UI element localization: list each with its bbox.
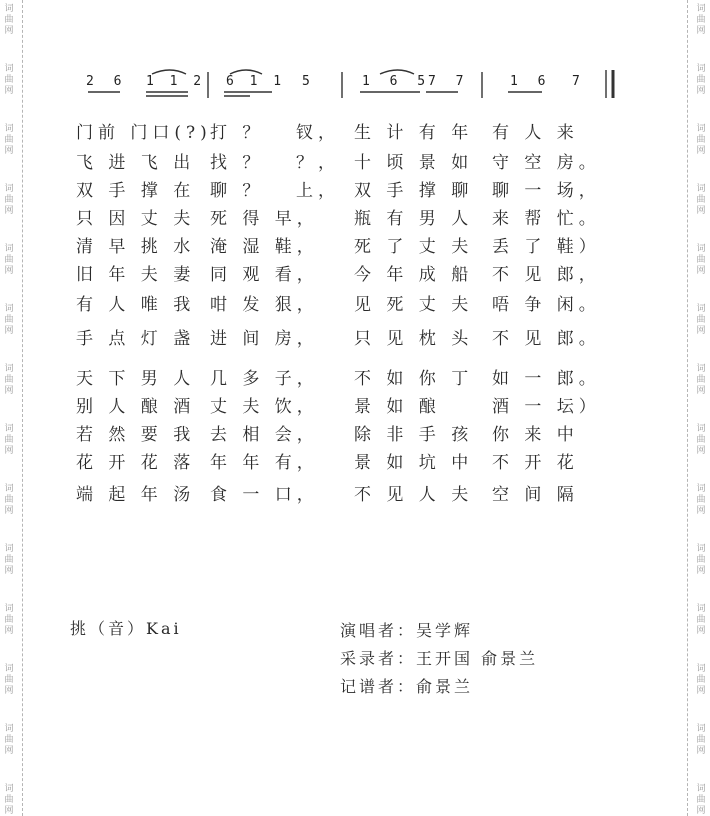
lyric-phrase: 清 早 挑 水 (76, 237, 196, 257)
watermark-char: 词 (696, 724, 706, 734)
lyric-phrase: 聊 ？ (210, 181, 265, 201)
watermark-char: 曲 (696, 795, 706, 805)
watermark-char: 词 (4, 604, 14, 614)
watermark-char: 网 (696, 626, 706, 636)
watermark-char: 词 (696, 4, 706, 14)
watermark-char: 网 (4, 506, 14, 516)
watermark-char: 词 (696, 544, 706, 554)
watermark-char: 词 (4, 724, 14, 734)
lyric-phrase: 不 如 你 丁 (354, 369, 474, 389)
lyric-phrase: 不 见 人 夫 (354, 485, 474, 505)
watermark-char: 词 (696, 184, 706, 194)
watermark-char: 词 (4, 364, 14, 374)
watermark-char: 词 (696, 124, 706, 134)
lyric-phrase: 去 相 会， (210, 425, 319, 445)
notation-group: 1 1 2 (146, 74, 206, 89)
collector-credit: 采录者：王开国 俞景兰 (340, 649, 539, 668)
watermark-char: 网 (696, 566, 706, 576)
watermark-char: 网 (696, 446, 706, 456)
lyric-phrase: 找 ？ (210, 153, 265, 173)
lyric-phrase: 不 见 郎， (492, 265, 601, 285)
watermark-char: 网 (4, 26, 14, 36)
lyric-phrase: 死 了 丈 夫 (354, 237, 474, 257)
watermark-char: 网 (4, 806, 14, 816)
lyric-phrase: 唔 争 闲。 (492, 295, 601, 315)
watermark-char: 词 (4, 64, 14, 74)
lyric-phrase: 食 一 口， (210, 485, 319, 505)
notation-group: 1 6 5 (362, 74, 432, 89)
lyric-phrase: 双 手 撑 在 (76, 181, 196, 201)
lyric-phrase: 打 ？ (210, 123, 265, 143)
lyric-phrase: 除 非 手 孩 (354, 425, 474, 445)
watermark-char: 网 (4, 746, 14, 756)
watermark-char: 网 (4, 86, 14, 96)
watermark-char: 曲 (696, 735, 706, 745)
lyric-phrase: 聊 一 场， (492, 181, 601, 201)
watermark-char: 网 (4, 206, 14, 216)
watermark-char: 曲 (696, 195, 706, 205)
lyric-phrase: 今 年 成 船 (354, 265, 474, 285)
lyric-phrase: 不 开 花 (492, 453, 579, 473)
watermark-char: 曲 (696, 435, 706, 445)
lyric-phrase: 不 见 郎。 (492, 329, 601, 349)
watermark-char: 网 (4, 326, 14, 336)
watermark-char: 网 (4, 446, 14, 456)
lyric-phrase: 你 来 中 (492, 425, 579, 445)
lyric-phrase: 生 计 有 年 (354, 123, 474, 143)
pronunciation-note: 挑（音）Kai (70, 619, 182, 638)
watermark-char: 网 (696, 806, 706, 816)
watermark-char: 曲 (4, 255, 14, 265)
watermark-char: 网 (4, 386, 14, 396)
lyric-phrase: 瓶 有 男 人 (354, 209, 474, 229)
lyric-phrase: 门前 门口(?) (76, 123, 212, 143)
watermark-char: 曲 (696, 375, 706, 385)
watermark-char: 曲 (696, 75, 706, 85)
watermark-char: 曲 (4, 375, 14, 385)
lyric-phrase: 十 顷 景 如 (354, 153, 474, 173)
lyric-phrase: 端 起 年 汤 (76, 485, 196, 505)
singer-credit: 演唱者：吴学辉 (340, 621, 474, 640)
watermark-char: 曲 (4, 15, 14, 25)
lyric-phrase: 死 得 早， (210, 209, 319, 229)
watermark-char: 词 (696, 784, 706, 794)
notation-group: 1 6 (510, 74, 552, 89)
watermark-char: 词 (696, 364, 706, 374)
watermark-char: 网 (696, 146, 706, 156)
lyric-phrase: 花 开 花 落 (76, 453, 196, 473)
watermark-char: 曲 (696, 135, 706, 145)
watermark-char: 词 (696, 664, 706, 674)
lyric-phrase: 只 因 丈 夫 (76, 209, 196, 229)
watermark-char: 词 (4, 184, 14, 194)
watermark-char: 词 (4, 664, 14, 674)
lyric-phrase: 丢 了 鞋） (492, 237, 601, 257)
lyric-phrase: 别 人 酿 酒 (76, 397, 196, 417)
watermark-char: 词 (696, 304, 706, 314)
lyric-phrase: 有 人 唯 我 (76, 295, 196, 315)
lyric-phrase: 几 多 子， (210, 369, 319, 389)
notation-group: 6 1 1 (226, 74, 286, 89)
lyric-phrase: 丈 夫 饮， (210, 397, 319, 417)
lyric-phrase: 景 如 坑 中 (354, 453, 474, 473)
watermark-char: 词 (696, 604, 706, 614)
watermark-char: 曲 (4, 75, 14, 85)
watermark-char: 词 (696, 64, 706, 74)
notation-group: 7 7 (428, 74, 470, 89)
watermark-char: 曲 (4, 315, 14, 325)
lyric-phrase: 景 如 酿 (354, 397, 441, 417)
lyric-phrase: 空 间 隔 (492, 485, 579, 505)
lyric-phrase: 见 死 丈 夫 (354, 295, 474, 315)
watermark-char: 网 (4, 566, 14, 576)
lyric-phrase: 年 年 有， (210, 453, 319, 473)
lyric-phrase: 上， (296, 181, 340, 201)
watermark-char: 曲 (696, 495, 706, 505)
lyric-phrase: 咁 发 狠， (210, 295, 319, 315)
watermark-char: 网 (696, 686, 706, 696)
watermark-char: 曲 (696, 315, 706, 325)
lyric-phrase: ？， (296, 153, 340, 173)
watermark-char: 网 (696, 506, 706, 516)
watermark-char: 网 (696, 86, 706, 96)
watermark-char: 网 (4, 626, 14, 636)
watermark-char: 网 (696, 386, 706, 396)
watermark-char: 网 (696, 26, 706, 36)
watermark-char: 网 (4, 266, 14, 276)
notation-group: 7 (572, 74, 580, 89)
watermark-char: 网 (696, 266, 706, 276)
lyric-phrase: 守 空 房。 (492, 153, 601, 173)
lyric-phrase: 如 一 郎。 (492, 369, 601, 389)
watermark-char: 曲 (696, 555, 706, 565)
watermark-char: 网 (696, 746, 706, 756)
lyric-phrase: 淹 湿 鞋， (210, 237, 319, 257)
lyric-phrase: 进 间 房， (210, 329, 319, 349)
watermark-char: 曲 (696, 255, 706, 265)
watermark-char: 词 (696, 484, 706, 494)
watermark-char: 词 (4, 124, 14, 134)
lyric-phrase: 来 帮 忙。 (492, 209, 601, 229)
watermark-char: 曲 (4, 615, 14, 625)
lyric-phrase: 只 见 枕 头 (354, 329, 474, 349)
watermark-char: 词 (4, 484, 14, 494)
watermark-char: 曲 (4, 495, 14, 505)
watermark-char: 曲 (4, 135, 14, 145)
lyric-phrase: 钗， (296, 123, 340, 143)
watermark-char: 词 (4, 784, 14, 794)
lyric-phrase: 酒 一 坛） (492, 397, 601, 417)
watermark-char: 词 (4, 304, 14, 314)
watermark-char: 曲 (696, 675, 706, 685)
notation-group: 2 6 (86, 74, 128, 89)
watermark-char: 曲 (4, 735, 14, 745)
watermark-char: 网 (696, 326, 706, 336)
lyric-phrase: 天 下 男 人 (76, 369, 196, 389)
transcriber-credit: 记谱者：俞景兰 (340, 677, 474, 696)
lyric-phrase: 手 点 灯 盏 (76, 329, 196, 349)
lyric-phrase: 飞 进 飞 出 (76, 153, 196, 173)
watermark-char: 词 (696, 244, 706, 254)
lyric-phrase: 同 观 看， (210, 265, 319, 285)
watermark-char: 词 (4, 424, 14, 434)
watermark-char: 词 (4, 544, 14, 554)
watermark-char: 词 (696, 424, 706, 434)
notation-group: 5 (302, 74, 310, 89)
watermark-char: 词 (4, 4, 14, 14)
watermark-char: 曲 (4, 675, 14, 685)
watermark-char: 曲 (4, 795, 14, 805)
watermark-char: 网 (696, 206, 706, 216)
watermark-char: 曲 (4, 555, 14, 565)
watermark-char: 网 (4, 146, 14, 156)
lyric-phrase: 旧 年 夫 妻 (76, 265, 196, 285)
watermark-char: 网 (4, 686, 14, 696)
watermark-char: 曲 (4, 435, 14, 445)
watermark-char: 曲 (696, 615, 706, 625)
watermark-char: 词 (4, 244, 14, 254)
watermark-char: 曲 (696, 15, 706, 25)
lyric-phrase: 若 然 要 我 (76, 425, 196, 445)
watermark-char: 曲 (4, 195, 14, 205)
lyric-phrase: 有 人 来 (492, 123, 579, 143)
lyric-phrase: 双 手 撑 聊 (354, 181, 474, 201)
